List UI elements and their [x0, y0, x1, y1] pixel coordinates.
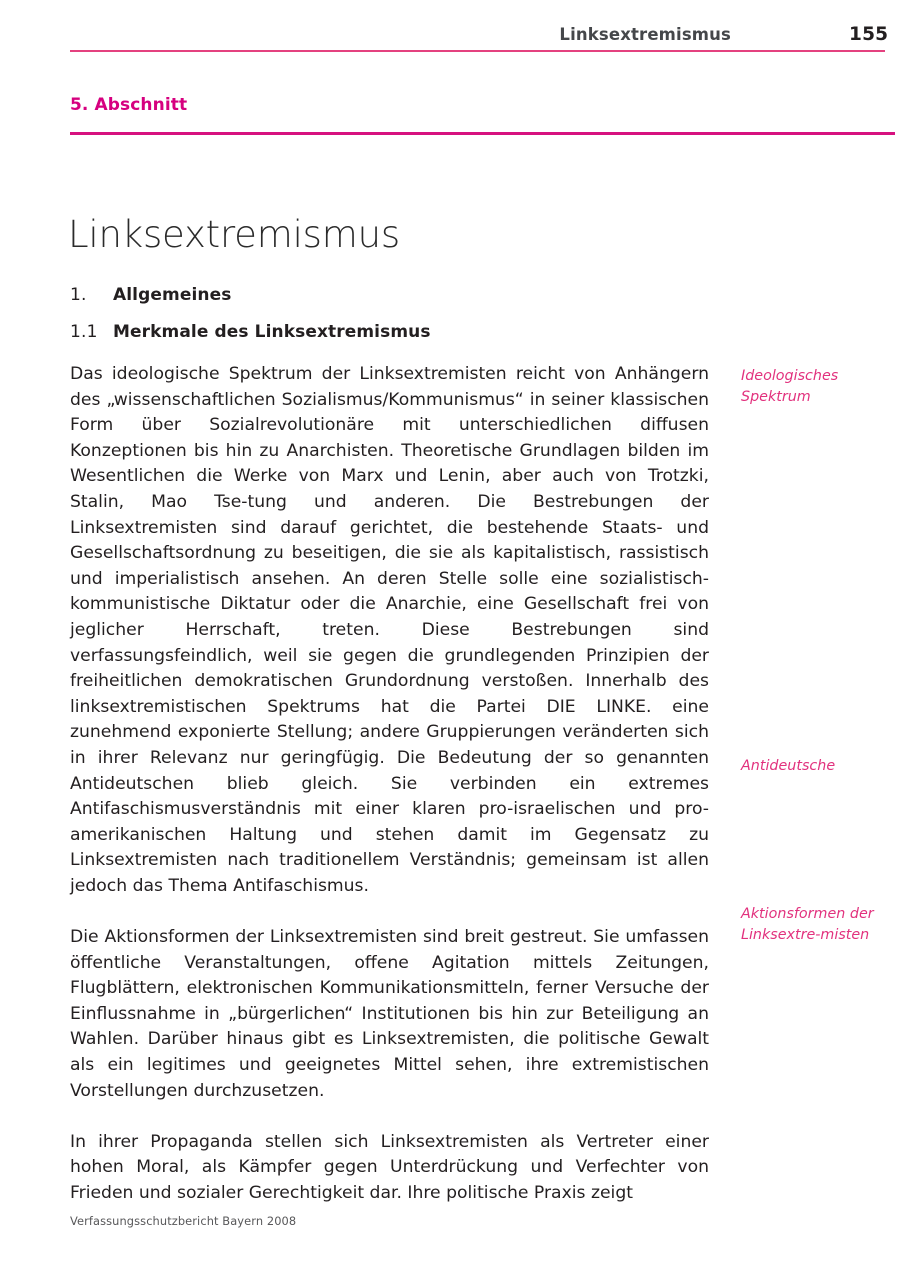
heading-number: 1.: [70, 285, 87, 305]
margin-note-antideutsche: Antideutsche: [741, 758, 836, 774]
running-head-title: Linksextremismus: [559, 25, 731, 44]
running-head: [70, 24, 889, 48]
margin-note-ideologisches-spektrum: Ideologisches Spektrum: [741, 368, 839, 405]
header-rule: [70, 50, 885, 52]
page-number: 155: [849, 24, 889, 45]
body-text-column: [70, 362, 709, 1207]
section-label: 5. Abschnitt: [70, 95, 188, 115]
paragraph: Das ideologische Spektrum der Linksextremisten reicht von Anhängern des „wissenschaftlichen Sozialismus/Kommunismus“ in seiner klassischen Form über Sozialrevolutionäre mit unterschiedlichen diffusen Konzeptionen bis hin zu Anarchisten. Theoretische Grundlagen bilden im Wesentlichen die Werke von Marx und Lenin, aber auch von Trotzki, Stalin, Mao Tse-tung und anderen. Die Bestrebungen der Linksextremisten sind darauf gerichtet, die bestehende Staats- und Gesellschaftsordnung zu beseitigen, die sie als kapitalistisch, rassistisch und imperialistisch ansehen. An deren Stelle solle eine sozialistisch-kommunistische Diktatur oder die Anarchie, eine Gesellschaft frei von jeglicher Herrschaft, treten. Diese Bestrebungen sind verfassungsfeindlich, weil sie gegen die grundlegenden Prinzipien der freiheitlichen demokratischen Grundordnung verstoßen. Innerhalb des linksextremistischen Spektrums hat die Partei DIE LINKE. eine zunehmend exponierte Stellung; andere Gruppierungen veränderten sich in ihrer Relevanz nur geringfügig. Die Bedeutung der so genannten Antideutschen blieb gleich. Sie verbinden ein extremes Antifaschismusverständnis mit einer klaren pro-israelischen und pro-amerikanischen Haltung und stehen damit im Gegensatz zu Linksextremisten nach traditionellem Verständnis; gemeinsam ist allen jedoch das Thema Antifaschismus.: [70, 364, 709, 896]
heading-level-1: [70, 285, 231, 305]
heading-text: Merkmale des Linksextremismus: [113, 322, 431, 342]
footer-source: Verfassungsschutzbericht Bayern 2008: [70, 1214, 297, 1228]
margin-note-aktionsformen: Aktionsformen der Linksextre-misten: [741, 906, 874, 943]
section-rule: [70, 132, 895, 135]
heading-number: 1.1: [70, 322, 98, 342]
heading-text: Allgemeines: [113, 285, 232, 305]
page-title: Linksextremismus: [68, 212, 400, 256]
heading-level-2: [70, 322, 431, 342]
paragraph: In ihrer Propaganda stellen sich Linksextremisten als Vertreter einer hohen Moral, als Kämpfer gegen Unterdrückung und Verfechter von Frieden und sozialer Gerechtigkeit dar. Ihre politische Praxis zeigt: [70, 1131, 709, 1203]
paragraph: Die Aktionsformen der Linksextremisten sind breit gestreut. Sie umfassen öffentliche Veranstaltungen, offene Agitation mittels Zeitungen, Flugblättern, elektronischen Kommunikationsmitteln, ferner Versuche der Einflussnahme in „bürgerlichen“ Institutionen bis hin zur Beteiligung an Wahlen. Darüber hinaus gibt es Linksextremisten, die politische Gewalt als ein legitimes und geeignetes Mittel sehen, ihre extremistischen Vorstellungen durchzusetzen.: [70, 927, 709, 1101]
